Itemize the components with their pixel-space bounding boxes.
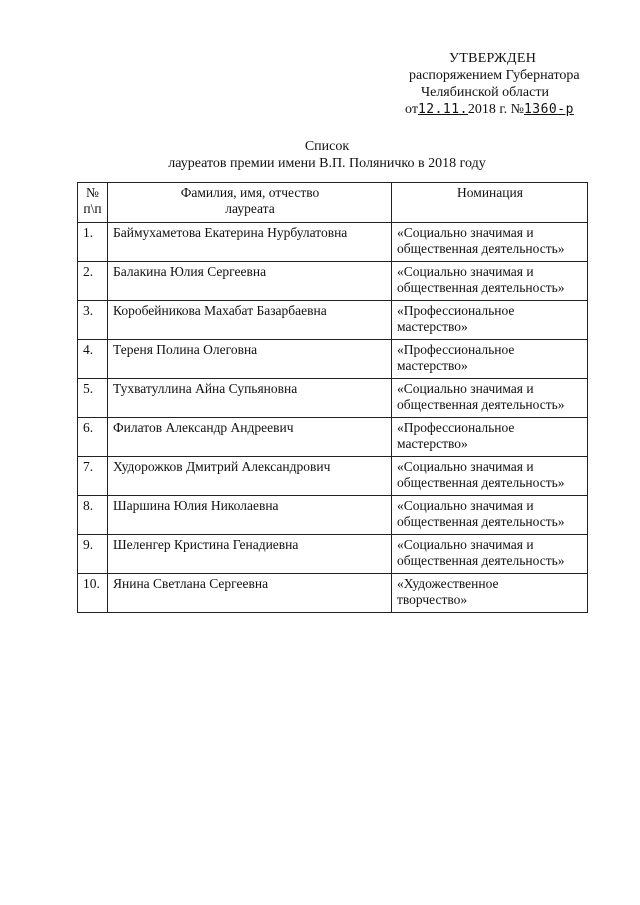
nomination-line2: творчество»	[397, 592, 468, 607]
date-prefix: от	[405, 102, 418, 117]
nomination-line1: «Социально значимая и	[397, 498, 534, 513]
date-year: 2018 г. №	[467, 102, 524, 117]
nomination-line1: «Профессиональное	[397, 342, 515, 357]
row-number: 9.	[78, 535, 108, 574]
nomination-line1: «Профессиональное	[397, 420, 515, 435]
table-row	[78, 340, 588, 379]
row-number: 6.	[78, 418, 108, 457]
row-number: 4.	[78, 340, 108, 379]
row-nomination	[392, 262, 588, 301]
row-name: Тереня Полина Олеговна	[108, 340, 392, 379]
table-row	[78, 535, 588, 574]
nomination-line2: общественная деятельность»	[397, 475, 565, 490]
nomination-line1: «Художественное	[397, 576, 499, 591]
table-row	[78, 223, 588, 262]
nomination-line2: общественная деятельность»	[397, 397, 565, 412]
nomination-line2: общественная деятельность»	[397, 280, 565, 295]
header-name	[108, 183, 392, 223]
row-name: Балакина Юлия Сергеевна	[108, 262, 392, 301]
row-name: Шеленгер Кристина Генадиевна	[108, 535, 392, 574]
header-number	[78, 183, 108, 223]
row-number: 10.	[78, 574, 108, 613]
table-header-row	[78, 183, 588, 223]
nomination-line2: мастерство»	[397, 319, 468, 334]
table-row	[78, 379, 588, 418]
row-nomination	[392, 574, 588, 613]
approval-block	[405, 50, 630, 118]
header-nomination-label: Номинация	[457, 185, 523, 200]
row-number: 5.	[78, 379, 108, 418]
nomination-line1: «Социально значимая и	[397, 537, 534, 552]
approval-authority: распоряжением Губернатора	[409, 68, 580, 83]
header-number-line1: №	[86, 185, 99, 200]
row-nomination	[392, 496, 588, 535]
row-number: 8.	[78, 496, 108, 535]
row-name: Худорожков Дмитрий Александрович	[108, 457, 392, 496]
row-number: 1.	[78, 223, 108, 262]
row-nomination	[392, 418, 588, 457]
row-nomination	[392, 223, 588, 262]
nomination-line1: «Профессиональное	[397, 303, 515, 318]
row-number: 2.	[78, 262, 108, 301]
row-number: 3.	[78, 301, 108, 340]
row-name: Шаршина Юлия Николаевна	[108, 496, 392, 535]
row-nomination	[392, 301, 588, 340]
nomination-line2: мастерство»	[397, 436, 468, 451]
table-row	[78, 496, 588, 535]
approval-date-line	[405, 101, 630, 118]
row-name: Коробейникова Махабат Базарбаевна	[108, 301, 392, 340]
table-row	[78, 262, 588, 301]
row-name: Филатов Александр Андреевич	[108, 418, 392, 457]
header-name-line2: лауреата	[225, 201, 275, 216]
row-name: Янина Светлана Сергеевна	[108, 574, 392, 613]
header-number-line2: п\п	[83, 201, 102, 216]
row-name: Тухватуллина Айна Супьяновна	[108, 379, 392, 418]
nomination-line2: общественная деятельность»	[397, 553, 565, 568]
approval-heading: УТВЕРЖДЕН	[449, 51, 537, 66]
nomination-line1: «Социально значимая и	[397, 264, 534, 279]
nomination-line1: «Социально значимая и	[397, 459, 534, 474]
table-row	[78, 301, 588, 340]
row-nomination	[392, 379, 588, 418]
row-nomination	[392, 457, 588, 496]
nomination-line2: общественная деятельность»	[397, 514, 565, 529]
table-row	[78, 574, 588, 613]
row-nomination	[392, 340, 588, 379]
date-handwritten: 12.11.	[417, 102, 468, 117]
approval-region: Челябинской области	[421, 85, 549, 100]
header-name-line1: Фамилия, имя, отчество	[180, 185, 320, 200]
table-row	[78, 418, 588, 457]
document-subtitle: лауреатов премии имени В.П. Поляничко в 2018 году	[168, 156, 486, 171]
document-title: Список	[304, 139, 350, 154]
row-nomination	[392, 535, 588, 574]
row-name: Баймухаметова Екатерина Нурбулатовна	[108, 223, 392, 262]
nomination-line1: «Социально значимая и	[397, 381, 534, 396]
nomination-line1: «Социально значимая и	[397, 225, 534, 240]
nomination-line2: мастерство»	[397, 358, 468, 373]
document-number: 1360-р	[523, 102, 574, 117]
row-number: 7.	[78, 457, 108, 496]
table-row	[78, 457, 588, 496]
header-nomination	[392, 183, 588, 223]
nomination-line2: общественная деятельность»	[397, 241, 565, 256]
laureates-table	[77, 182, 588, 613]
